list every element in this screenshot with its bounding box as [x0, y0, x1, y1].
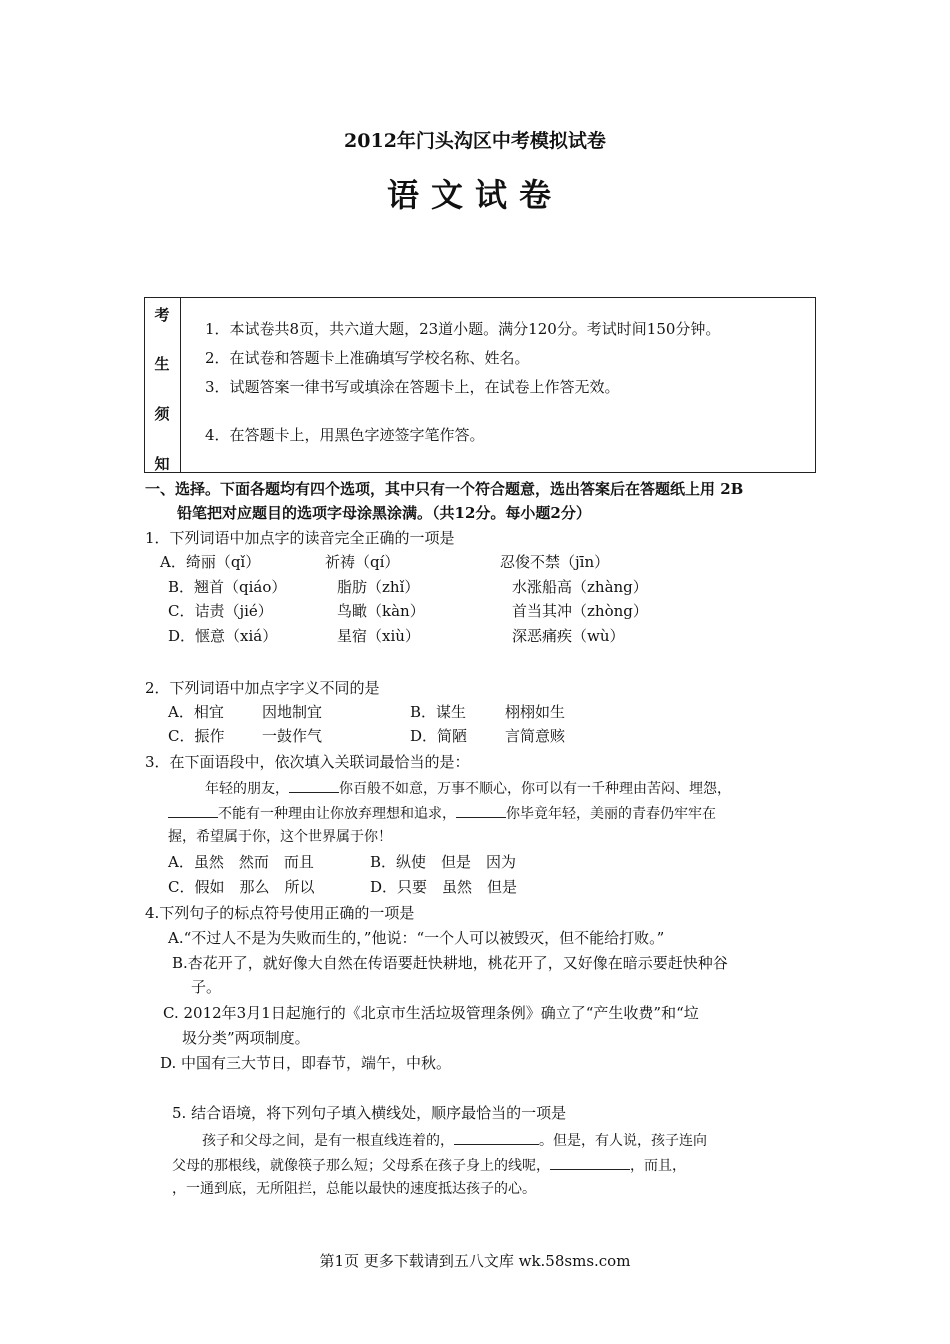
question-1-stem: 1．下列词语中加点字的读音完全正确的一项是 — [145, 529, 455, 547]
exam-title: 2012年门头沟区中考模拟试卷 — [344, 130, 606, 152]
q3-passage-line — [205, 777, 731, 799]
q3-option-c: C．假如 那么 所以 — [168, 878, 315, 896]
q1-option-c3: 首当其冲（zhòng） — [512, 602, 648, 620]
q5-passage-line — [172, 1154, 686, 1176]
q2-option-b: B．谋生 — [410, 703, 467, 721]
q2-option-a-pair: 因地制宜 — [262, 703, 323, 721]
answer-blank — [289, 777, 339, 793]
q4-option-b-cont: 子。 — [191, 978, 222, 996]
question-3-stem: 3．在下面语段中，依次填入关联词最恰当的是： — [145, 753, 470, 771]
q4-option-c: C. 2012年3月1日起施行的《北京市生活垃圾管理条例》确立了“产生收费”和“垃 — [163, 1004, 699, 1022]
notice-label-char: 生 — [154, 355, 170, 373]
q1-option-d1: D．惬意（xiá） — [168, 627, 278, 645]
q2-option-c-pair: 一鼓作气 — [262, 727, 323, 745]
q2-option-b-pair: 栩栩如生 — [505, 703, 566, 721]
q4-option-b: B.杏花开了，就好像大自然在传语要赶快耕地，桃花开了，又好像在暗示要赶快种谷 — [172, 954, 728, 972]
question-4-stem: 4.下列句子的标点符号使用正确的一项是 — [145, 904, 415, 922]
q5-text: 。但是，有人说，孩子连向 — [539, 1133, 707, 1149]
q1-option-a1: A．绮丽（qǐ） — [160, 553, 261, 571]
q1-option-b3: 水涨船高（zhàng） — [512, 578, 648, 596]
q1-option-b2: 脂肪（zhǐ） — [337, 578, 420, 596]
q3-text: 你百般不如意，万事不顺心，你可以有一千种理由苦闷、埋怨， — [339, 781, 731, 797]
notice-label-char: 知 — [154, 455, 170, 473]
q4-option-a: A.“不过人不是为失败而生的，”他说：“一个人可以被毁灭，但不能给打败。” — [168, 929, 665, 947]
q1-option-a2: 祈祷（qí） — [325, 553, 400, 571]
notice-item: 4．在答题卡上，用黑色字迹签字笔作答。 — [205, 426, 485, 444]
q1-option-c2: 鸟瞰（kàn） — [337, 602, 425, 620]
q5-text: 孩子和父母之间，是有一根直线连着的， — [202, 1133, 454, 1149]
notice-item: 2．在试卷和答题卡上准确填写学校名称、姓名。 — [205, 349, 530, 367]
q2-option-d: D．简陋 — [410, 727, 468, 745]
q5-passage-line: ，一通到底，无所阻拦，总能以最快的速度抵达孩子的心。 — [172, 1181, 536, 1197]
q3-option-b: B．纵使 但是 因为 — [370, 853, 517, 871]
notice-label-char: 考 — [154, 306, 170, 324]
answer-blank — [456, 802, 506, 818]
answer-blank — [454, 1129, 539, 1145]
q3-passage-line: 握，希望属于你，这个世界属于你！ — [168, 829, 392, 845]
q4-option-c-cont: 圾分类”两项制度。 — [182, 1029, 310, 1047]
q3-text: 你毕竟年轻，美丽的青春仍牢牢在 — [506, 806, 716, 822]
q1-option-d2: 星宿（xiù） — [337, 627, 420, 645]
notice-label — [145, 298, 181, 472]
answer-blank — [168, 802, 218, 818]
notice-item: 1．本试卷共8页，共六道大题，23道小题。满分120分。考试时间150分钟。 — [205, 320, 721, 338]
q5-text: 父母的那根线，就像筷子那么短；父母系在孩子身上的线呢， — [172, 1158, 550, 1174]
page-footer: 第1页 更多下载请到五八文库 wk.58sms.com — [319, 1252, 631, 1270]
q3-option-a: A．虽然 然而 而且 — [168, 853, 314, 871]
section-heading: 一、选择。下面各题均有四个选项，其中只有一个符合题意，选出答案后在答题纸上用 2B — [145, 480, 744, 498]
q3-text: 不能有一种理由让你放弃理想和追求， — [218, 806, 456, 822]
section-heading-cont: 铅笔把对应题目的选项字母涂黑涂满。（共12分。每小题2分） — [177, 504, 591, 522]
question-5-stem: 5. 结合语境，将下列句子填入横线处，顺序最恰当的一项是 — [172, 1104, 567, 1122]
subject-title: 语文试卷 — [386, 176, 563, 214]
q2-option-d-pair: 言简意赅 — [505, 727, 566, 745]
q5-text: ，而且， — [630, 1158, 686, 1174]
q2-option-a: A．相宜 — [168, 703, 224, 721]
notice-label-char: 须 — [154, 405, 170, 423]
answer-blank — [550, 1154, 630, 1170]
q3-option-d: D．只要 虽然 但是 — [370, 878, 518, 896]
q1-option-b1: B．翘首（qiáo） — [168, 578, 287, 596]
question-2-stem: 2．下列词语中加点字字义不同的是 — [145, 679, 380, 697]
q5-passage-line — [202, 1129, 707, 1151]
q1-option-d3: 深恶痛疾（wù） — [512, 627, 625, 645]
q4-option-d: D. 中国有三大节日，即春节，端午，中秋。 — [160, 1054, 452, 1072]
q1-option-c1: C．诘责（jié） — [168, 602, 273, 620]
q1-option-a3: 忍俊不禁（jīn） — [500, 553, 610, 571]
notice-item: 3．试题答案一律书写或填涂在答题卡上，在试卷上作答无效。 — [205, 378, 620, 396]
q3-passage-line — [168, 802, 716, 824]
q2-option-c: C．振作 — [168, 727, 225, 745]
q3-text: 年轻的朋友， — [205, 781, 289, 797]
exam-notice-box — [144, 297, 816, 473]
